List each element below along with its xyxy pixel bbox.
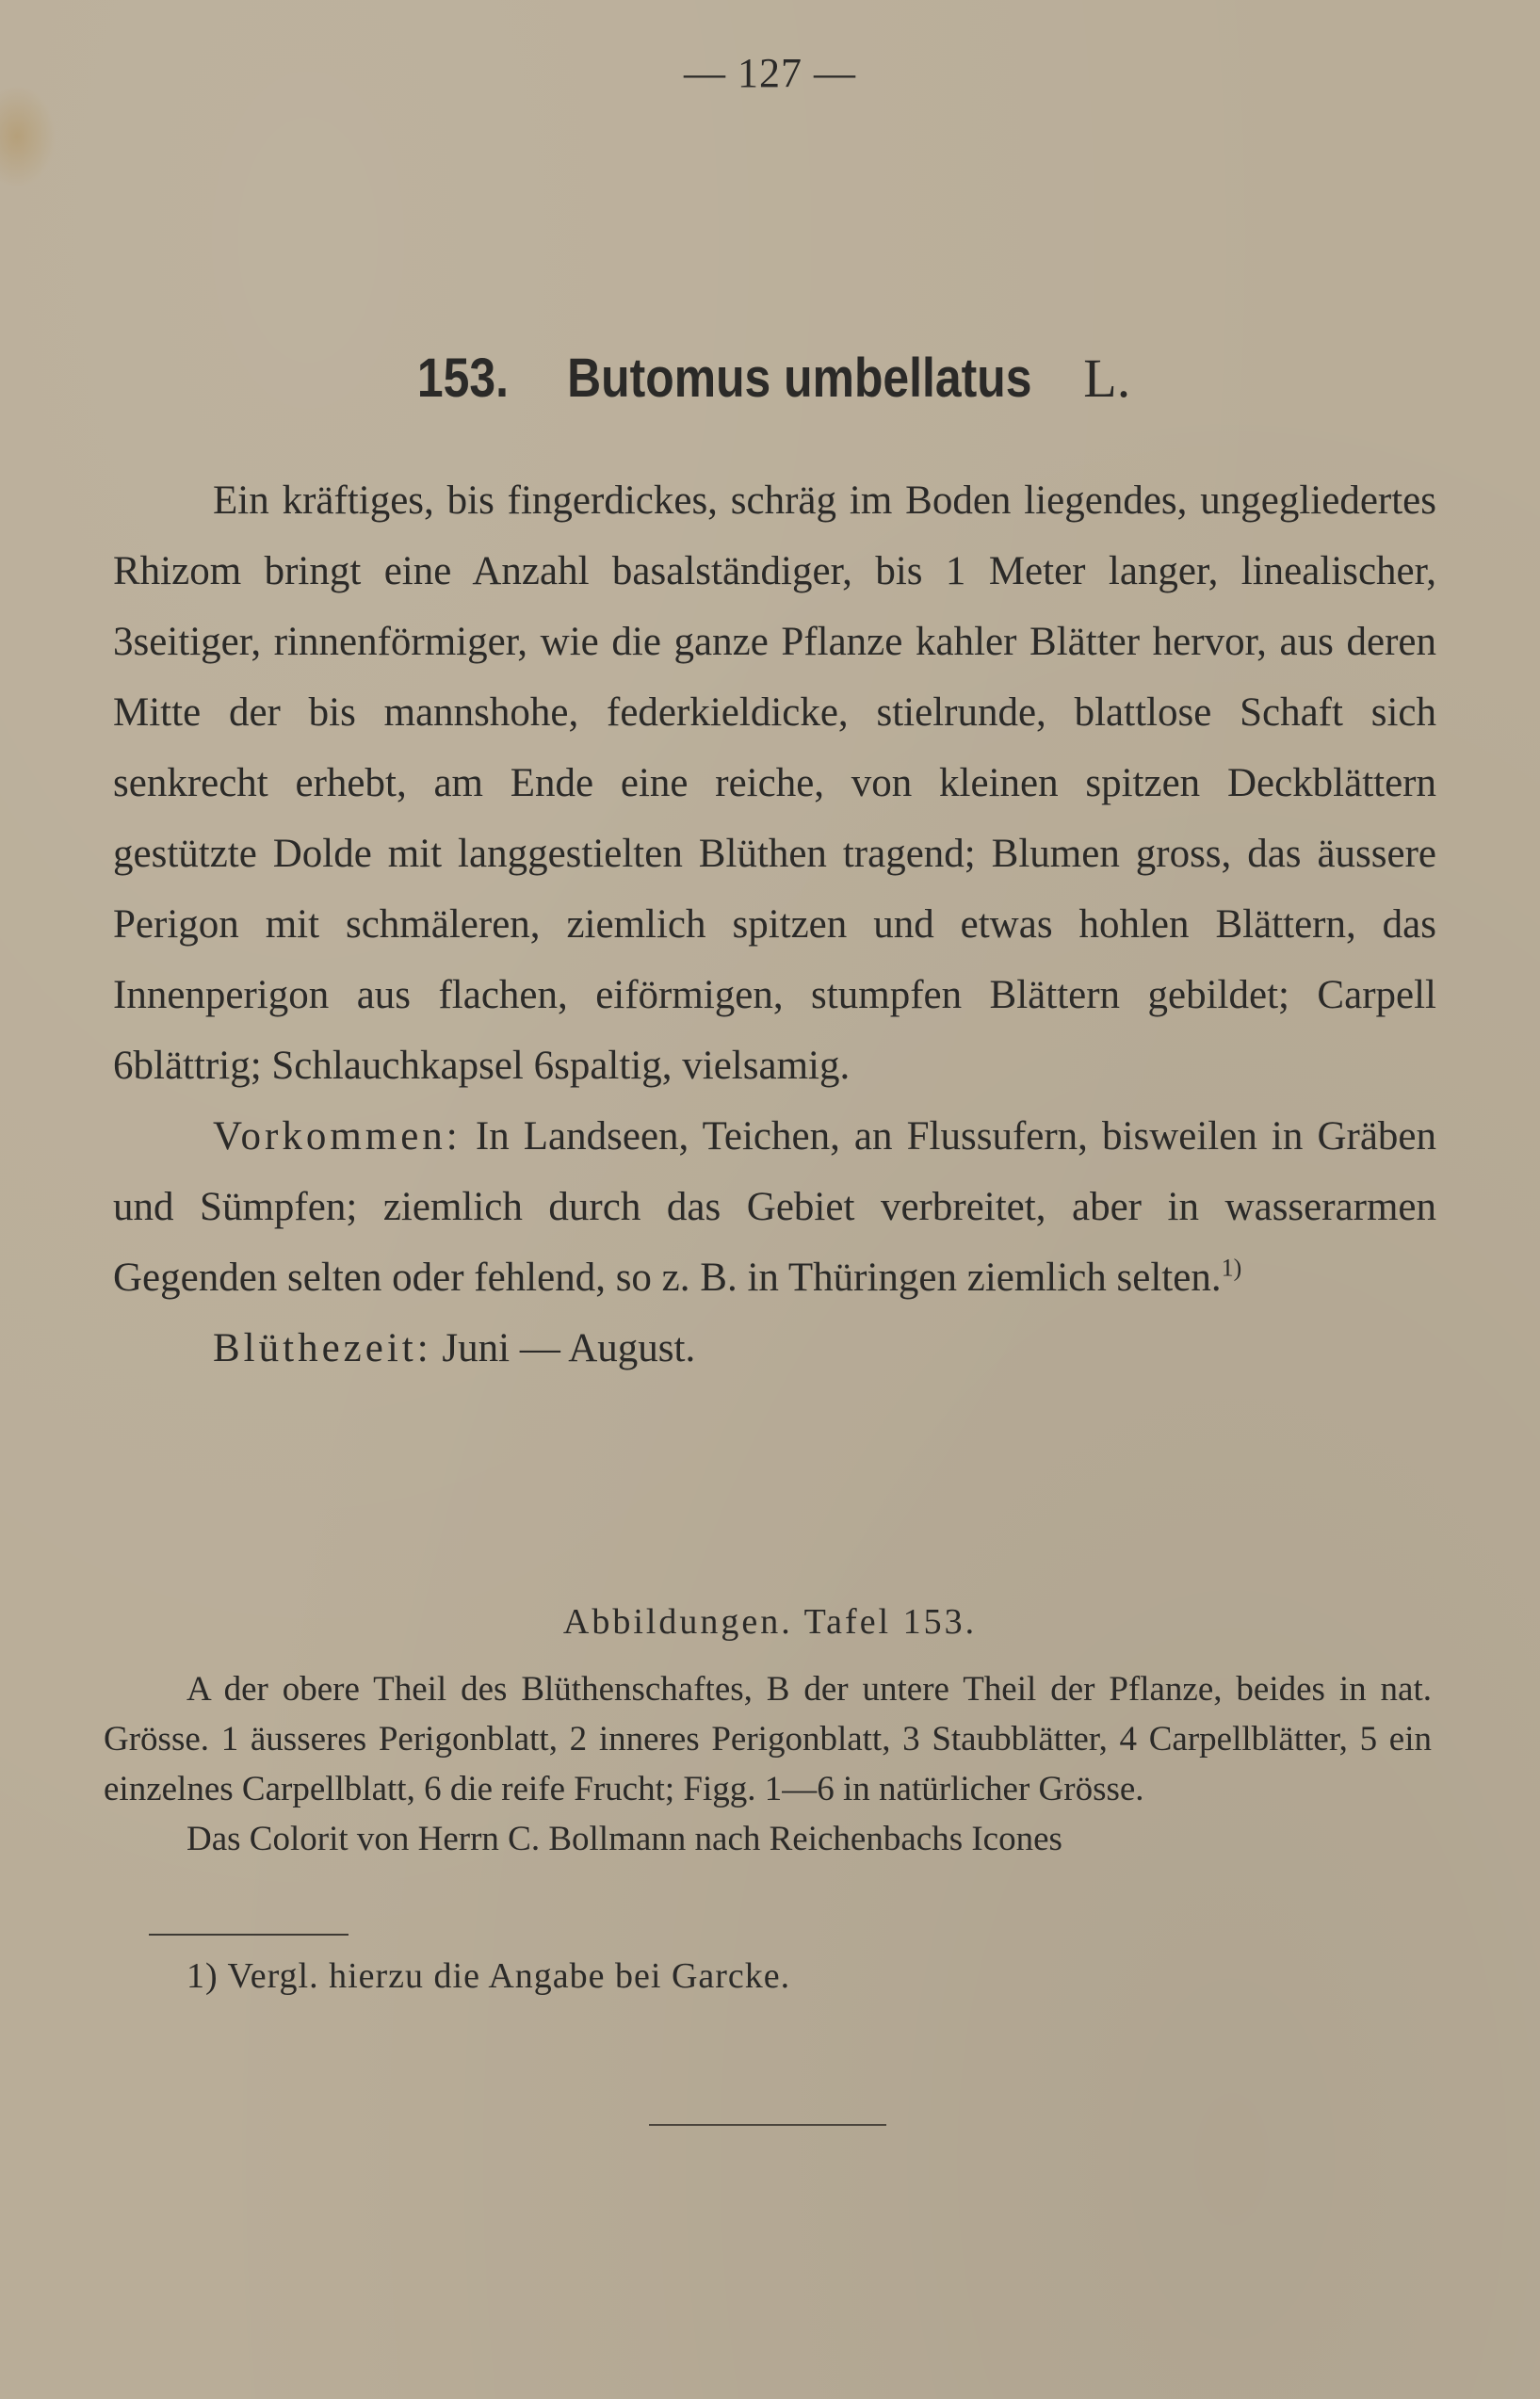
occurrence-text: In Landseen, Teichen, an Flussufern, bisweilen in Gräben und Sümpfen; ziemlich durch das Gebiet verbreitet, aber in wasserarmen Gegenden selten oder fehlend, so z. B. in Thüringen ziemlich selten. <box>113 1114 1437 1300</box>
plates-heading: Abbildungen. Tafel 153. <box>562 1602 978 1642</box>
plates-description: A der obere Theil des Blüthenschaftes, B der untere Theil der Pflanze, beides in nat. Grösse. 1 äusseres Perigonblatt, 2 inneres Perigonblatt, 3 Staubblätter, 4 Carpellblätter, 5 ein einzelnes Carpellblatt, 6 die reife Frucht; Figg. 1—6 in natürlicher Grösse. <box>104 1670 1432 1808</box>
flowering-label: Blüthezeit: <box>213 1326 432 1370</box>
occurrence-label: Vorkommen: <box>213 1114 462 1159</box>
flowering-paragraph <box>113 1313 1436 1384</box>
end-divider <box>649 2124 886 2126</box>
description-paragraph: Ein kräftiges, bis fingerdickes, schräg im Boden liegendes, ungegliedertes Rhizom bringt eine Anzahl basalständiger, bis 1 Meter langer, linealischer, 3seitiger, rinnenförmiger, wie die ganze Pflanze kahler Blätter hervor, aus deren Mitte der bis mannshohe, federkieldicke, stielrunde, blattlose Schaft sich senkrecht erhebt, am Ende eine reiche, von kleinen spitzen Deckblättern gestützte Dolde mit langgestielten Blüthen tragend; Blumen gross, das äussere Perigon mit schmäleren, ziemlich spitzen und etwas hohlen Blättern, das Innenperigon aus flachen, eiförmigen, stumpfen Blättern gebildet; Carpell 6blättrig; Schlauchkapsel 6spaltig, vielsamig. <box>113 478 1436 1088</box>
footnote-reference: 1) <box>1221 1254 1242 1282</box>
species-name: Butomus umbellatus <box>567 348 1032 409</box>
page-stain <box>0 85 57 188</box>
occurrence-paragraph <box>113 1101 1436 1313</box>
footnote-divider <box>149 1934 349 1936</box>
species-number: 153. <box>416 348 509 409</box>
flowering-text: Juni — August. <box>442 1326 696 1370</box>
body-text <box>113 465 1436 1384</box>
footnote: 1) Vergl. hierzu die Angabe bei Garcke. <box>186 1956 791 1996</box>
page-number: — 127 — <box>684 50 856 96</box>
species-author: L. <box>1083 348 1131 409</box>
species-title <box>0 347 1540 410</box>
colorist-note: Das Colorit von Herrn C. Bollmann nach Reichenbachs Icones <box>186 1820 1062 1858</box>
plates-text <box>104 1664 1432 1864</box>
